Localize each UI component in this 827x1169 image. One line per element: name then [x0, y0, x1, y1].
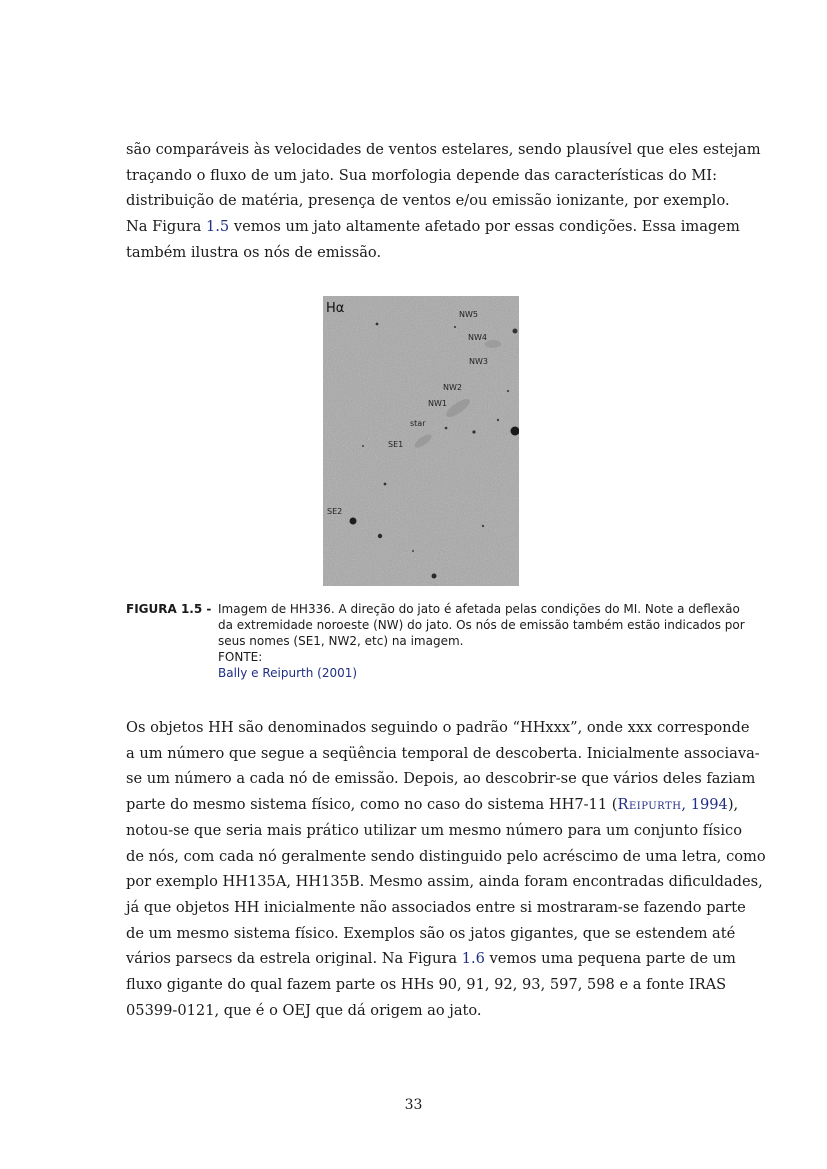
label-halpha: Hα [326, 301, 345, 316]
paragraph-intro [126, 137, 761, 266]
text-line: traçando o fluxo de um jato. Sua morfologia depende das características do MI: [126, 166, 717, 184]
caption-body [218, 601, 745, 681]
label-nw4: NW4 [468, 333, 487, 342]
text-fragment: vemos uma pequena parte de um [484, 950, 736, 968]
caption-source [218, 649, 718, 681]
text-fragment: vemos um jato altamente afetado por essas condições. Essa imagem [229, 218, 740, 236]
citation-year-link[interactable]: 1994 [690, 796, 728, 814]
text-line [126, 946, 736, 972]
source-reference-link[interactable]: Bally e Reipurth (2001) [218, 666, 358, 680]
source-prefix: FONTE: [218, 650, 263, 664]
text-line: já que objetos HH inicialmente não associados entre si mostraram-se fazendo parte [126, 898, 746, 916]
label-nw1: NW1 [428, 399, 447, 408]
text-line: também ilustra os nós de emissão. [126, 243, 382, 261]
label-nw5: NW5 [459, 310, 478, 319]
page-number: 33 [404, 1097, 423, 1113]
text-line: 05399-0121, que é o OEJ que dá origem ao jato. [126, 1001, 482, 1019]
text-line: de nós, com cada nó geralmente sendo distinguido pelo acréscimo de uma letra, como [126, 847, 766, 865]
text-fragment: vários parsecs da estrela original. Na Figura [126, 950, 462, 968]
text-fragment: Na Figura [126, 218, 206, 236]
figure-image-hh336 [323, 296, 519, 586]
figure-reference-link[interactable]: 1.6 [461, 950, 485, 968]
text-line [126, 214, 740, 240]
text-line [126, 792, 739, 818]
text-line: se um número a cada nó de emissão. Depois, ao descobrir-se que vários deles faziam [126, 770, 756, 788]
text-line: por exemplo HH135A, HH135B. Mesmo assim, ainda foram encontradas dificuldades, [126, 873, 763, 891]
label-se2: SE2 [327, 507, 343, 516]
text-line: notou-se que seria mais prático utilizar um mesmo número para um conjunto físico [126, 821, 742, 839]
caption-line: da extremidade noroeste (NW) do jato. Os nós de emissão também estão indicados por [218, 618, 745, 632]
label-nw2: NW2 [443, 383, 462, 392]
astronomical-image [323, 296, 519, 586]
text-line: de um mesmo sistema físico. Exemplos são os jatos gigantes, que se estendem até [126, 924, 736, 942]
label-se1: SE1 [388, 440, 404, 449]
text-line: Os objetos HH são denominados seguindo o padrão “HHxxx”, onde xxx corresponde [126, 719, 750, 736]
label-star: star [410, 419, 426, 428]
paragraph-naming [126, 715, 766, 1023]
caption-label: FIGURA 1.5 - [126, 602, 212, 616]
text-fragment: ), [727, 796, 739, 814]
text-fragment: parte do mesmo sistema físico, como no caso do sistema HH7-11 ( [126, 796, 618, 814]
text-line: são comparáveis às velocidades de ventos estelares, sendo plausível que eles estejam [126, 141, 761, 158]
citation-separator: , [681, 796, 691, 814]
text-line: a um número que segue a seqüência temporal de descoberta. Inicialmente associava- [126, 744, 760, 762]
caption-line: Imagem de HH336. A direção do jato é afetada pelas condições do MI. Note a deflexão [218, 602, 740, 616]
label-nw3: NW3 [469, 357, 488, 366]
figure-reference-link[interactable]: 1.5 [205, 218, 230, 236]
citation-link[interactable]: Reipurth [617, 796, 682, 814]
text-line: fluxo gigante do qual fazem parte os HHs 90, 91, 92, 93, 597, 598 e a fonte IRAS [126, 976, 727, 994]
caption-line: seus nomes (SE1, NW2, etc) na imagem. [218, 634, 464, 648]
text-line: distribuição de matéria, presença de ventos e/ou emissão ionizante, por exemplo. [126, 192, 730, 210]
